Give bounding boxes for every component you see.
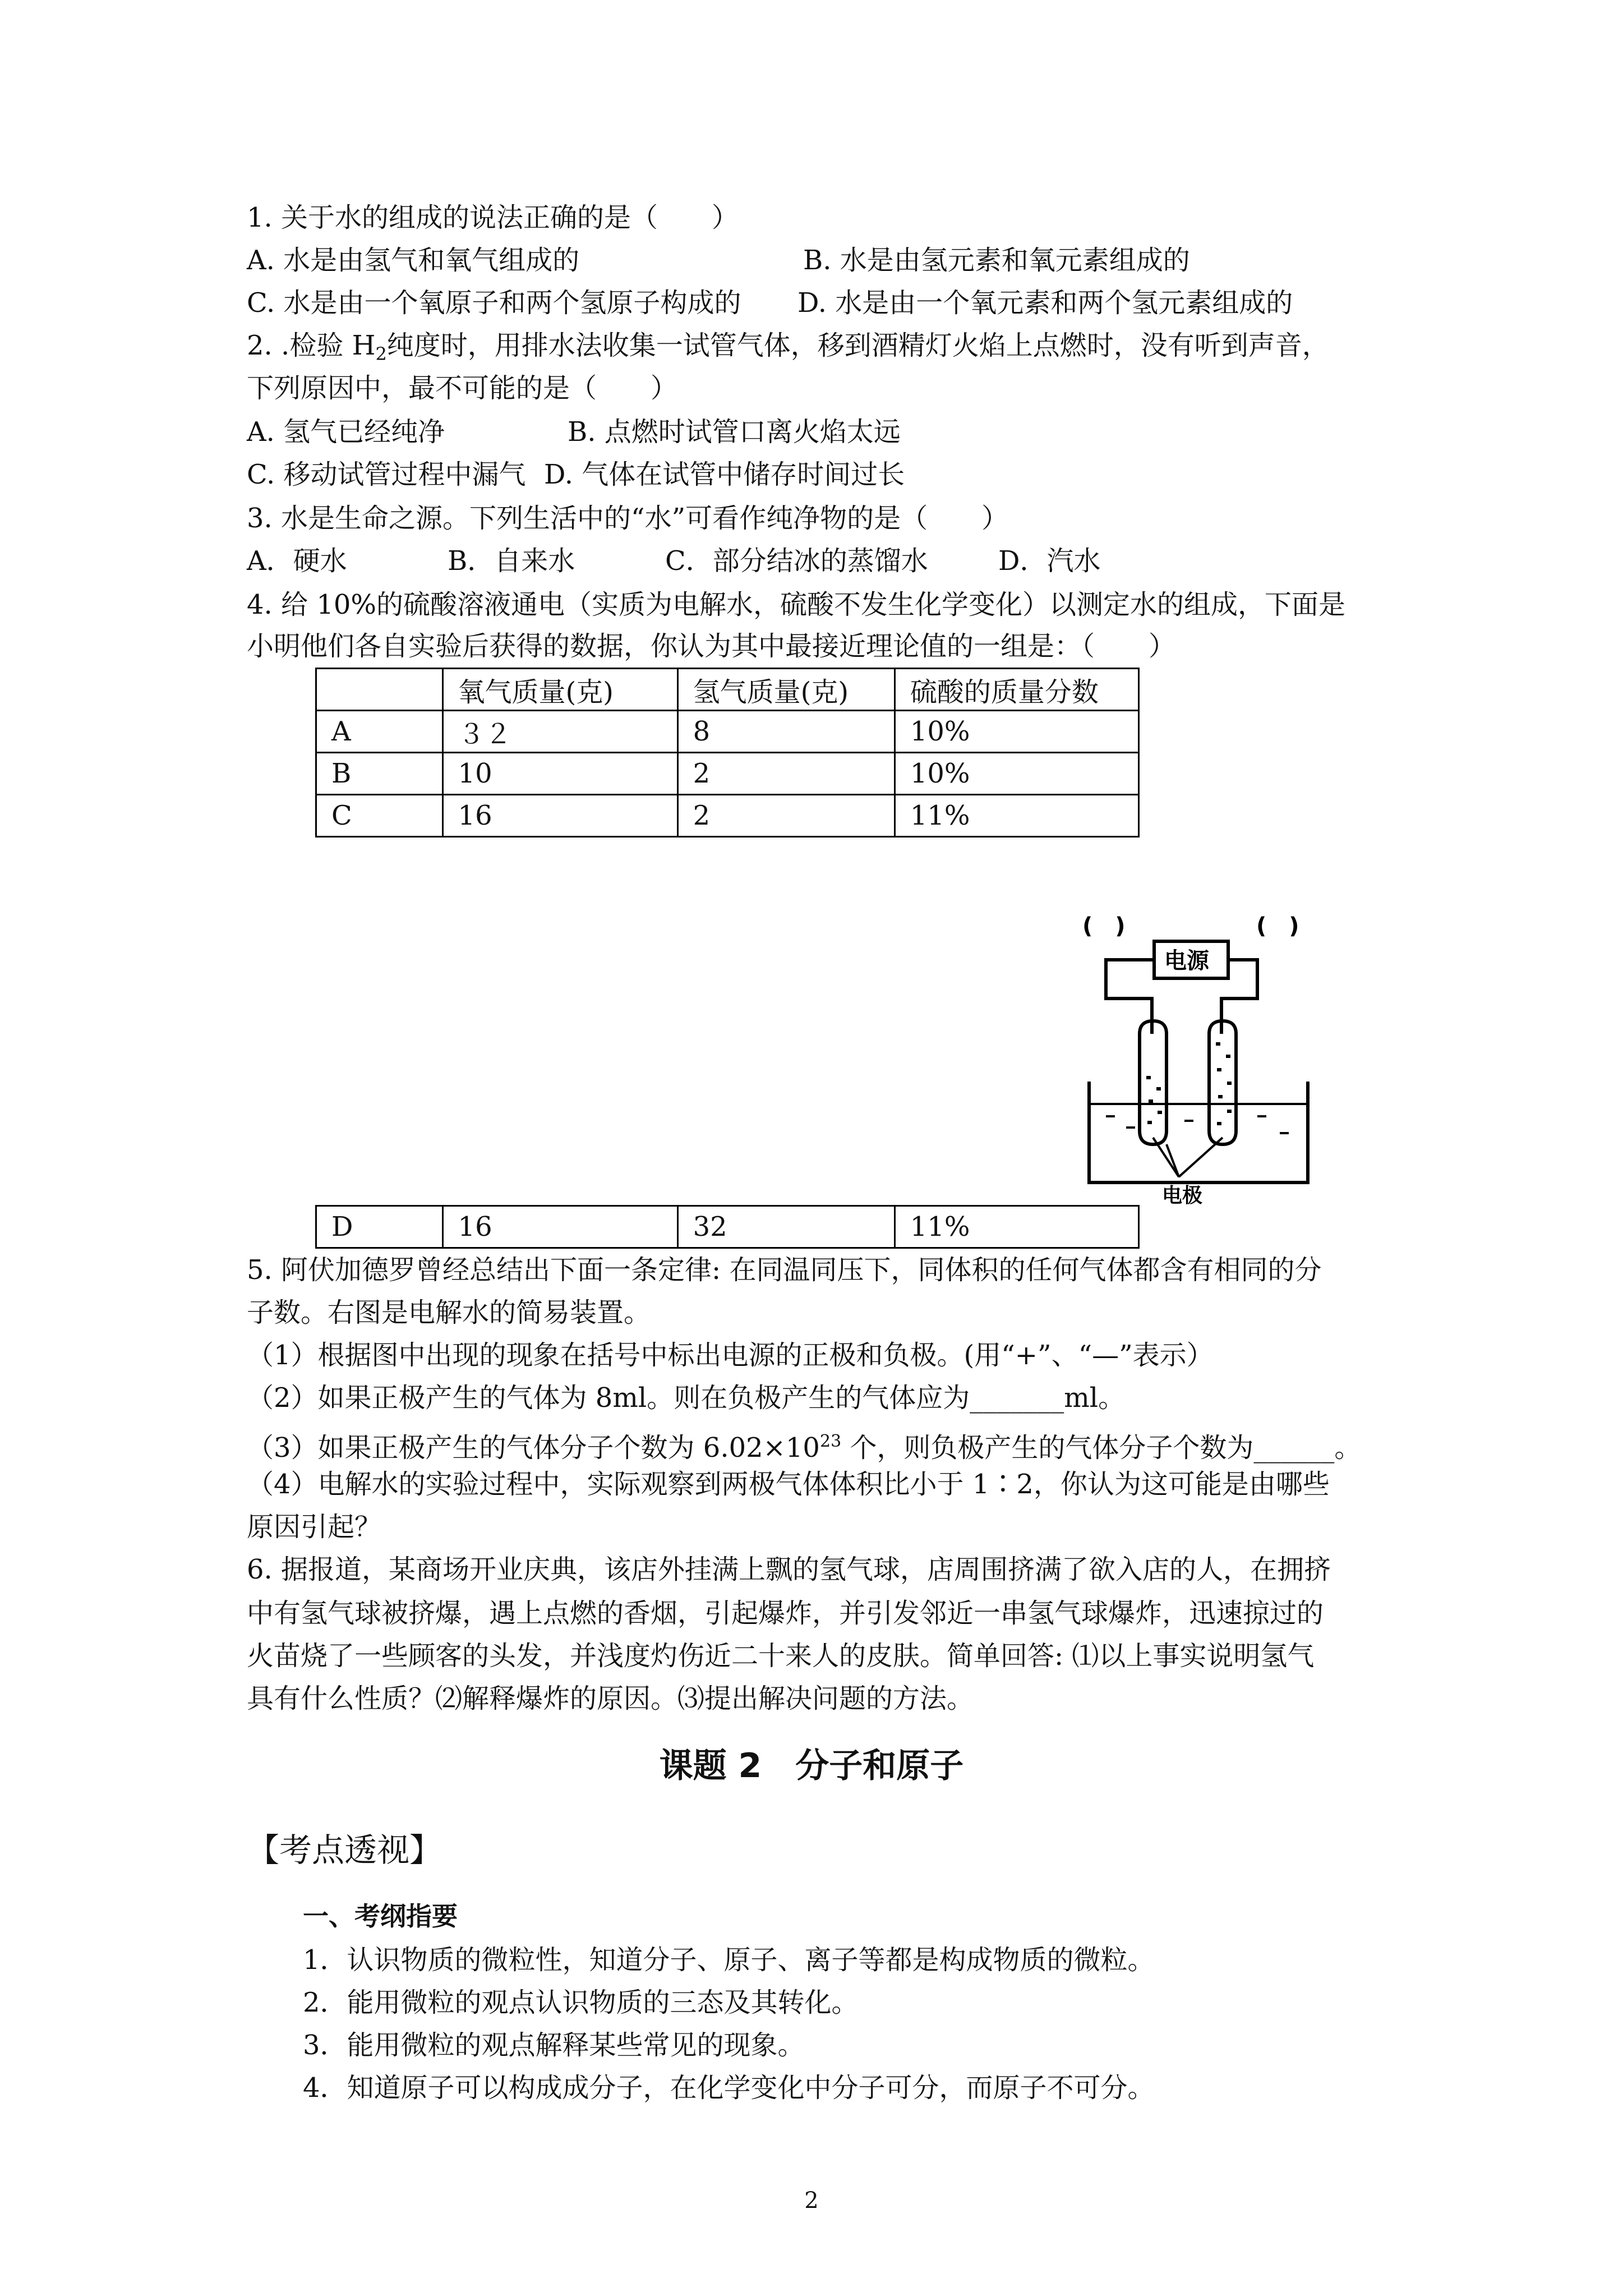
q2-stem-line2: 下列原因中，最不可能的是（ ） (247, 372, 678, 404)
table-cell: C (316, 795, 443, 837)
table-row (316, 1206, 1139, 1248)
q4-stem-line1: 4. 给 10%的硫酸溶液通电（实质为电解水，硫酸不发生化学变化）以测定水的组成，下面是 (247, 589, 1346, 620)
q2-stem: 2. .检验 $H_2$纯度时，用排水法收集一试管气体，移到酒精灯火焰上点燃时，没有听到声音， (247, 330, 1329, 365)
outline-heading: 一、考纲指要 (303, 1901, 458, 1931)
q5-part3: （3）如果正极产生的气体分子个数为 $6.02\times 10^{23}$ 个，则负极产生的气体分子个数为______。 (247, 1432, 1362, 1464)
power-supply-label: 电源 (1164, 948, 1209, 974)
table-cell: 10 (442, 753, 677, 795)
table-header-row (316, 669, 1139, 711)
q3-stem: 3. 水是生命之源。下列生活中的“水”可看作纯净物的是（ ） (247, 503, 1009, 534)
table-cell: 11% (895, 795, 1138, 837)
table-cell: 16 (442, 795, 677, 837)
q6-line4: 具有什么性质？⑵解释爆炸的原因。⑶提出解决问题的方法。 (247, 1683, 974, 1714)
table-cell: ３２ (442, 711, 677, 753)
outline-item: 1．认识物质的微粒性，知道分子、原子、离子等都是构成物质的微粒。 (303, 1944, 1155, 1976)
table-cell: 2 (677, 795, 895, 837)
outline-item: 4．知道原子可以构成成分子，在化学变化中分子可分，而原子不可分。 (303, 2072, 1155, 2104)
section-subtitle: 【考点透视】 (247, 1831, 442, 1869)
q5-part2: （2）如果正极产生的气体为 8ml。则在负极产生的气体应为_______ml。 (247, 1382, 1126, 1414)
table-cell: 32 (677, 1206, 895, 1248)
left-test-tube (1140, 1021, 1166, 1144)
table-row (316, 795, 1139, 837)
q2-option-b: B. 点燃时试管口离火焰太远 (568, 416, 901, 448)
q3-option-b: B．自来水 (448, 545, 575, 577)
table-cell: 8 (677, 711, 895, 753)
page-number: 2 (804, 2188, 819, 2214)
table-cell: 2 (677, 753, 895, 795)
table-header-cell: 氧气质量(克) (442, 669, 677, 711)
right-test-tube (1209, 1021, 1236, 1144)
table-row (316, 711, 1139, 753)
q6-line2: 中有氢气球被挤爆，遇上点燃的香烟，引起爆炸，并引发邻近一串氢气球爆炸，迅速掠过的 (247, 1598, 1324, 1629)
electrolysis-apparatus-diagram (1072, 891, 1325, 1205)
q5-part1: （1）根据图中出现的现象在括号中标出电源的正极和负极。(用“+”、“—”表示） (247, 1340, 1214, 1371)
table-header-cell: 硫酸的质量分数 (895, 669, 1138, 711)
outline-item: 3．能用微粒的观点解释某些常见的现象。 (303, 2030, 805, 2061)
q2-option-d: D. 气体在试管中储存时间过长 (544, 459, 905, 490)
q6-line1: 6. 据报道，某商场开业庆典，该店外挂满上飘的氢气球，店周围挤满了欲入店的人，在拥挤 (247, 1554, 1331, 1585)
section-title: 课题 2 分子和原子 (659, 1746, 964, 1786)
q1-option-d: D. 水是由一个氧元素和两个氢元素组成的 (797, 287, 1293, 319)
water-basin (1089, 1082, 1308, 1182)
q3-option-d: D．汽水 (998, 545, 1101, 577)
left-polarity-bracket: ( ) (1082, 913, 1126, 939)
table-cell: 10% (895, 753, 1138, 795)
q5-line2: 子数。右图是电解水的简易装置。 (247, 1297, 651, 1328)
table-cell: 16 (442, 1206, 677, 1248)
q5-part4-line2: 原因引起？ (247, 1511, 382, 1543)
table-header-cell: 氢气质量(克) (677, 669, 895, 711)
outline-item: 2．能用微粒的观点认识物质的三态及其转化。 (303, 1987, 859, 2018)
q5-part4-line1: （4）电解水的实验过程中，实际观察到两极气体体积比小于 1∶2，你认为这可能是由哪些 (247, 1469, 1330, 1500)
q4-data-table (315, 668, 1140, 838)
table-cell: 11% (895, 1206, 1138, 1248)
right-polarity-bracket: ( ) (1256, 913, 1299, 939)
table-cell: D (316, 1206, 443, 1248)
table-cell: 10% (895, 711, 1138, 753)
q3-option-c: C．部分结冰的蒸馏水 (665, 545, 928, 577)
table-row (316, 753, 1139, 795)
table-cell: A (316, 711, 443, 753)
electrode-label: 电极 (1162, 1184, 1203, 1205)
q5-line1: 5. 阿伏加德罗曾经总结出下面一条定律: 在同温同压下，同体积的任何气体都含有相同的分 (247, 1254, 1322, 1286)
q1-stem: 1. 关于水的组成的说法正确的是（ ） (247, 202, 739, 233)
table-header-cell (316, 669, 443, 711)
q4-data-table-continued (315, 1205, 1140, 1249)
q1-option-c: C. 水是由一个氧原子和两个氢原子构成的 (247, 287, 741, 319)
q4-stem-line2: 小明他们各自实验后获得的数据，你认为其中最接近理论值的一组是：（ ） (247, 631, 1176, 662)
table-cell: B (316, 753, 443, 795)
q2-option-c: C. 移动试管过程中漏气 (247, 459, 526, 490)
q3-option-a: A．硬水 (247, 545, 347, 577)
q1-option-a: A. 水是由氢气和氧气组成的 (247, 245, 580, 276)
q2-option-a: A. 氢气已经纯净 (247, 416, 445, 448)
q1-option-b: B. 水是由氢元素和氧元素组成的 (803, 245, 1190, 276)
q6-line3: 火苗烧了一些顾客的头发，并浅度灼伤近二十来人的皮肤。简单回答: ⑴以上事实说明氢气 (247, 1640, 1315, 1672)
